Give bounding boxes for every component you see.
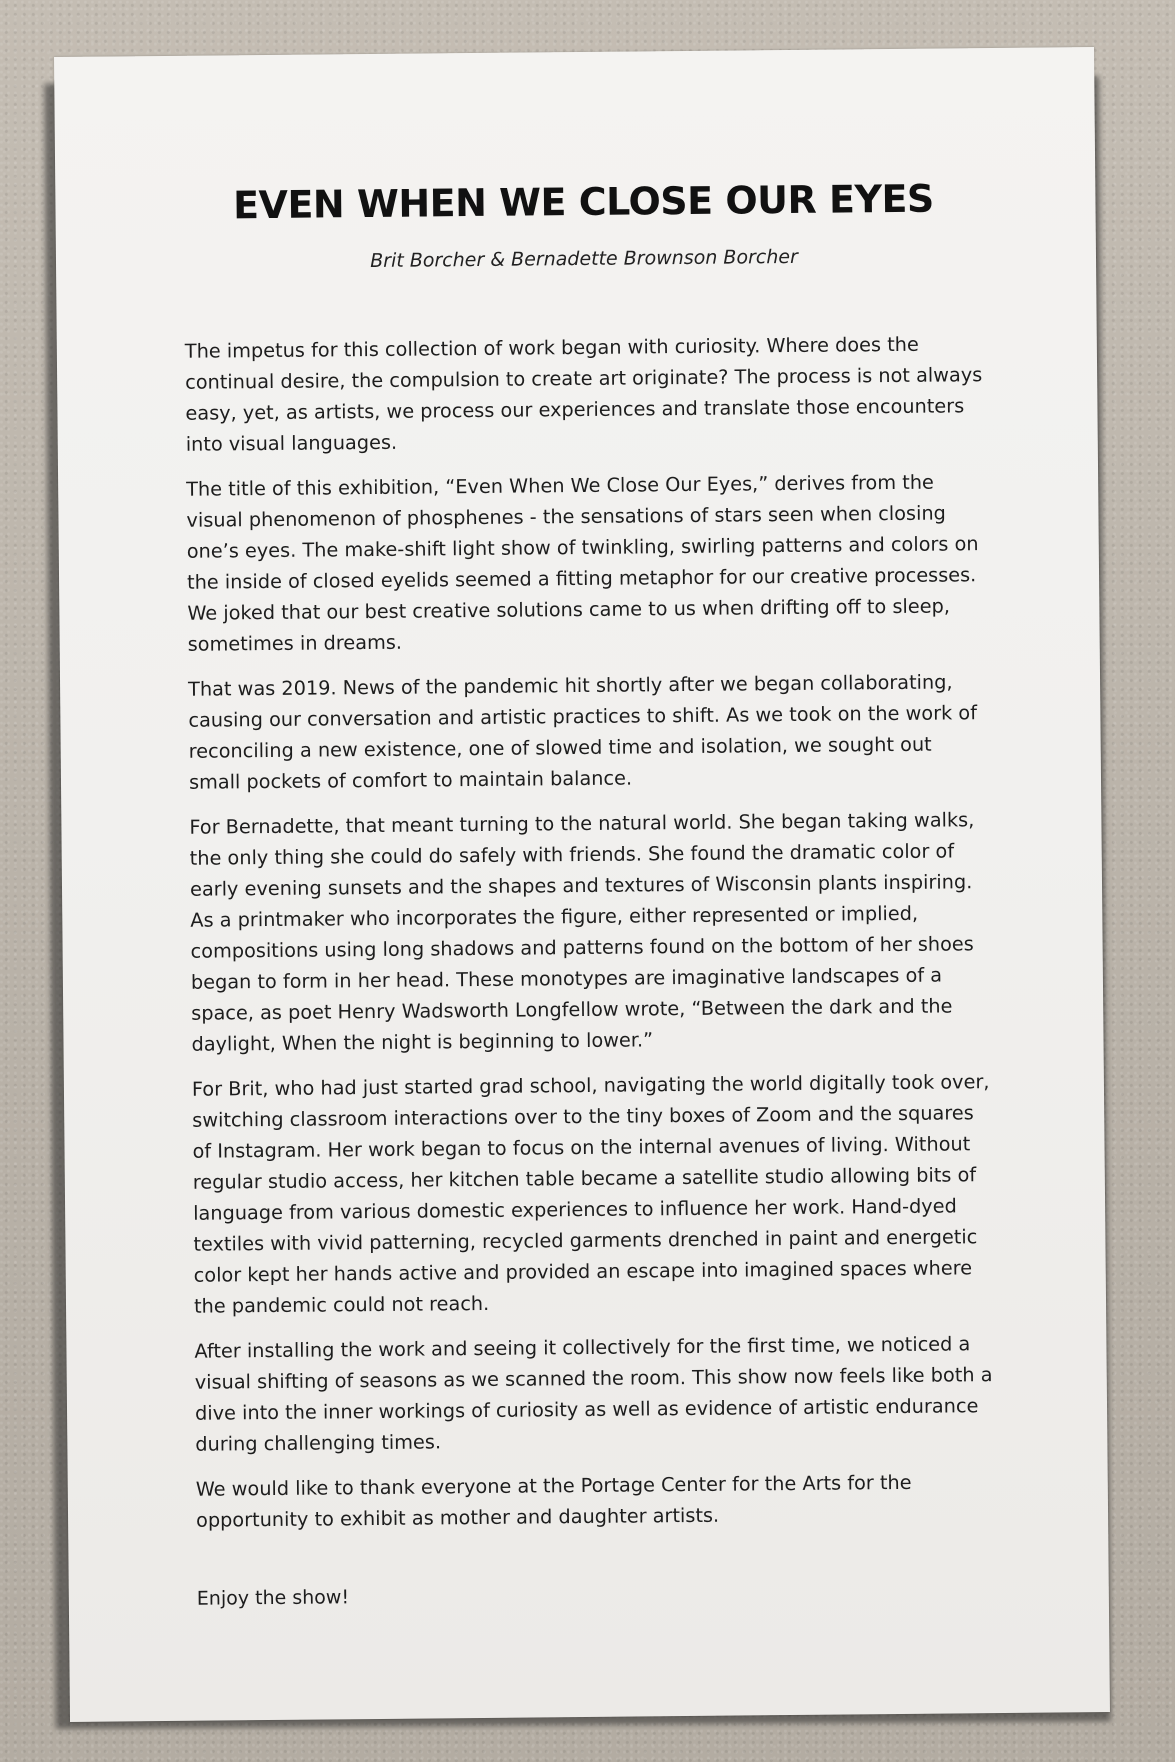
paragraph-brit: For Brit, who had just started grad school, navigating the world digitally took over, switching classroom interactions over to the tiny boxes of Zoom and the squares of Instagram. Her work began to focus on the internal avenues of living. Without regular studio access, her kitchen table became a satellite studio allowing bits of language from various domestic experiences to influence her work. Hand-dyed textiles with vivid patterning, recycled garments drenched in paint and energetic color kept her hands active and provided an escape into imagined spaces where the pandemic could not reach. <box>191 1070 990 1318</box>
artist-names: Brit Borcher & Bernadette Brownson Borcher <box>370 245 798 273</box>
exhibition-statement-sheet <box>54 47 1110 1722</box>
paragraph-impetus: The impetus for this collection of work began with curiosity. Where does the continual desire, the compulsion to create art originate? The process is not always easy, yet, as artists, we process our experiences and translate those encounters into visual languages. <box>184 332 983 456</box>
paragraph-title-meaning: The title of this exhibition, “Even When We Close Our Eyes,” derives from the visual phenomenon of phosphenes - the sensations of stars seen when closing one’s eyes. The make-shift light show of twinkling, swirling patterns and colors on the inside of closed eyelids seemed a fitting metaphor for our creative processes. We joked that our best creative solutions came to us when drifting off to sleep, sometimes in dreams. <box>186 470 979 656</box>
paragraph-bernadette: For Bernadette, that meant turning to the natural world. She began taking walks, the only thing she could do safely with friends. She found the dramatic color of early evening sunsets and the shapes and textures of Wisconsin plants inspiring. As a printmaker who incorporates the figure, either represented or implied, compositions using long shadows and patterns found on the bottom of her shoes began to form in her head. These monotypes are imaginative landscapes of a space, as poet Henry Wadsworth Longfellow wrote, “Between the dark and the daylight, When the night is beginning to lower.” <box>189 808 975 1056</box>
closing-line: Enjoy the show! <box>196 1586 350 1610</box>
paragraph-pandemic: That was 2019. News of the pandemic hit shortly after we began collaborating, causing our conversation and artistic practices to shift. As we took on the work of reconciling a new existence, one of slowed time and isolation, we sought out small pockets of comfort to maintain balance. <box>187 670 978 794</box>
paragraph-installation: After installing the work and seeing it collectively for the first time, we noticed a visual shifting of seasons as we scanned the room. This show now feels like both a dive into the inner workings of curiosity as well as evidence of artistic endurance during challenging times. <box>194 1332 993 1456</box>
paragraph-thanks: We would like to thank everyone at the Portage Center for the Arts for the opportunity to exhibit as mother and daughter artists. <box>195 1470 912 1532</box>
statement-content <box>183 176 997 1610</box>
exhibition-title: EVEN WHEN WE CLOSE OUR EYES <box>232 176 935 228</box>
